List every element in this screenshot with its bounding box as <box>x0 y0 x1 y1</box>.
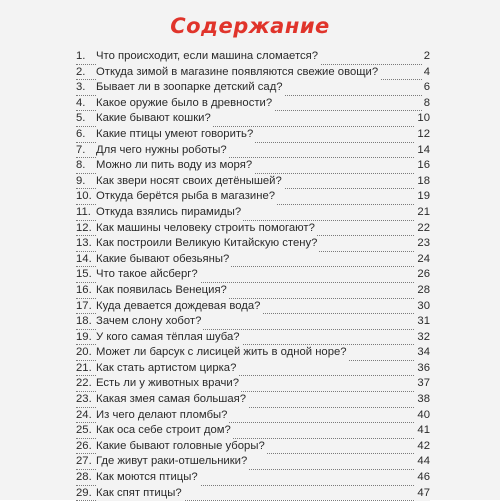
toc-entry-page-number: 26 <box>415 267 430 283</box>
toc-entry-number: 4. <box>76 96 86 109</box>
toc-entry-title: Для чего нужны роботы? <box>96 143 229 159</box>
toc-entry-title: Куда девается дождевая вода? <box>96 299 262 315</box>
toc-entry-number: 22. <box>76 377 92 390</box>
toc-entry-number: 9. <box>76 174 86 187</box>
toc-entry-title: Откуда взялись пирамиды? <box>96 205 243 221</box>
toc-entry-number: 11. <box>76 205 91 218</box>
toc-entry-title: Как стать артистом цирка? <box>96 361 238 377</box>
toc-entry-number: 16. <box>76 283 92 296</box>
table-of-contents <box>76 49 430 501</box>
toc-entry <box>76 236 430 252</box>
toc-entry-number: 26. <box>76 439 92 452</box>
toc-entry-page-number: 40 <box>415 408 430 424</box>
toc-entry <box>76 392 430 408</box>
toc-entry <box>76 376 430 392</box>
toc-entry-title: Как моются птицы? <box>96 470 200 486</box>
toc-entry-title: Бывает ли в зоопарке детский сад? <box>96 80 285 96</box>
toc-entry-title: У кого самая тёплая шуба? <box>96 330 242 346</box>
toc-entry <box>76 283 430 299</box>
toc-entry-number: 10. <box>76 190 92 203</box>
toc-entry-number: 14. <box>76 252 92 265</box>
toc-entry-number: 15. <box>76 268 92 281</box>
toc-entry-page-number: 32 <box>415 330 430 346</box>
toc-entry-number: 28. <box>76 471 92 484</box>
toc-entry-number: 17. <box>76 299 92 312</box>
toc-entry-page-number: 14 <box>415 143 430 159</box>
toc-entry <box>76 267 430 283</box>
toc-entry-page-number: 10 <box>415 111 430 127</box>
toc-entry-title: Как звери носят своих детёнышей? <box>96 174 284 190</box>
toc-entry-number: 29. <box>76 486 92 499</box>
toc-entry-title: Какая змея самая большая? <box>96 392 248 408</box>
toc-entry-title: Как спят птицы? <box>96 486 184 501</box>
toc-entry <box>76 439 430 455</box>
toc-entry-title: Может ли барсук с лисицей жить в одной норе? <box>96 345 349 361</box>
toc-entry-title: Какие птицы умеют говорить? <box>96 127 255 143</box>
toc-entry-page-number: 34 <box>415 345 430 361</box>
toc-entry-page-number: 36 <box>415 361 430 377</box>
toc-entry-title: Что такое айсберг? <box>96 267 200 283</box>
toc-entry <box>76 408 430 424</box>
toc-entry-title: Можно ли пить воду из моря? <box>96 158 254 174</box>
toc-entry-page-number: 42 <box>415 439 430 455</box>
toc-entry-number: 20. <box>76 346 92 359</box>
toc-entry-number: 19. <box>76 330 92 343</box>
toc-entry-page-number: 21 <box>415 205 430 221</box>
toc-entry-title: Откуда берётся рыба в магазине? <box>96 189 277 205</box>
toc-entry <box>76 361 430 377</box>
toc-entry-title: Какие бывают обезьяны? <box>96 252 231 268</box>
toc-entry-page-number: 47 <box>415 486 430 501</box>
toc-entry-title: Как появилась Венеция? <box>96 283 229 299</box>
toc-entry-title: Какое оружие было в древности? <box>96 96 274 112</box>
toc-entry-page-number: 22 <box>415 221 430 237</box>
toc-entry <box>76 80 430 96</box>
toc-entry-page-number: 12 <box>415 127 430 143</box>
toc-entry-title: Где живут раки-отшельники? <box>96 454 249 470</box>
toc-entry-number: 18. <box>76 315 92 328</box>
toc-entry-page-number: 37 <box>415 376 430 392</box>
toc-entry-page-number: 28 <box>415 283 430 299</box>
toc-entry-page-number: 16 <box>415 158 430 174</box>
toc-entry-title: Из чего делают пломбы? <box>96 408 229 424</box>
toc-entry-page-number: 31 <box>415 314 430 330</box>
toc-entry-title: Есть ли у животных врачи? <box>96 376 241 392</box>
toc-entry <box>76 111 430 127</box>
toc-entry <box>76 486 430 501</box>
toc-entry-title: Что происходит, если машина сломается? <box>96 49 320 65</box>
toc-entry-page-number: 4 <box>422 65 430 81</box>
toc-entry <box>76 96 430 112</box>
toc-entry <box>76 65 430 81</box>
toc-entry-number: 13. <box>76 237 92 250</box>
toc-entry-page-number: 41 <box>415 423 430 439</box>
toc-entry <box>76 221 430 237</box>
toc-entry <box>76 314 430 330</box>
toc-entry-title: Зачем слону хобот? <box>96 314 203 330</box>
toc-entry-title: Как построили Великую Китайскую стену? <box>96 236 319 252</box>
toc-entry-title: Какие бывают кошки? <box>96 111 213 127</box>
toc-entry-page-number: 6 <box>422 80 430 96</box>
toc-entry-number: 24. <box>76 408 92 421</box>
toc-entry <box>76 189 430 205</box>
toc-entry <box>76 127 430 143</box>
toc-entry-number: 21. <box>76 361 92 374</box>
toc-entry <box>76 470 430 486</box>
toc-entry <box>76 205 430 221</box>
toc-entry-number: 2. <box>76 65 86 78</box>
toc-entry-page-number: 24 <box>415 252 430 268</box>
toc-entry <box>76 345 430 361</box>
toc-entry-title: Как оса себе строит дом? <box>96 423 233 439</box>
toc-entry-page-number: 30 <box>415 299 430 315</box>
toc-entry-number: 8. <box>76 159 86 172</box>
toc-entry-number: 1. <box>76 50 86 62</box>
toc-entry <box>76 49 430 65</box>
toc-entry <box>76 299 430 315</box>
toc-entry-title: Откуда зимой в магазине появляются свежие овощи? <box>96 65 380 81</box>
toc-entry-page-number: 18 <box>415 174 430 190</box>
toc-entry-number: 7. <box>76 143 86 156</box>
toc-entry-page-number: 19 <box>415 189 430 205</box>
toc-entry-page-number: 44 <box>415 454 430 470</box>
toc-entry-number: 6. <box>76 127 86 140</box>
toc-entry-page-number: 2 <box>422 49 430 65</box>
toc-entry-page-number: 8 <box>422 96 430 112</box>
toc-entry-number: 12. <box>76 221 92 234</box>
page-title: Содержание <box>170 14 330 38</box>
toc-entry <box>76 158 430 174</box>
toc-entry-number: 3. <box>76 81 86 94</box>
toc-entry-number: 5. <box>76 112 86 125</box>
toc-entry-number: 27. <box>76 455 92 468</box>
toc-entry <box>76 174 430 190</box>
toc-entry-number: 23. <box>76 393 92 406</box>
toc-entry-title: Как машины человеку строить помогают? <box>96 221 317 237</box>
toc-entry <box>76 423 430 439</box>
toc-entry-page-number: 38 <box>415 392 430 408</box>
toc-entry <box>76 454 430 470</box>
toc-entry-page-number: 46 <box>415 470 430 486</box>
toc-entry <box>76 143 430 159</box>
toc-entry-page-number: 23 <box>415 236 430 252</box>
toc-entry-number: 25. <box>76 424 92 437</box>
toc-entry-title: Какие бывают головные уборы? <box>96 439 267 455</box>
toc-entry <box>76 252 430 268</box>
toc-entry <box>76 330 430 346</box>
